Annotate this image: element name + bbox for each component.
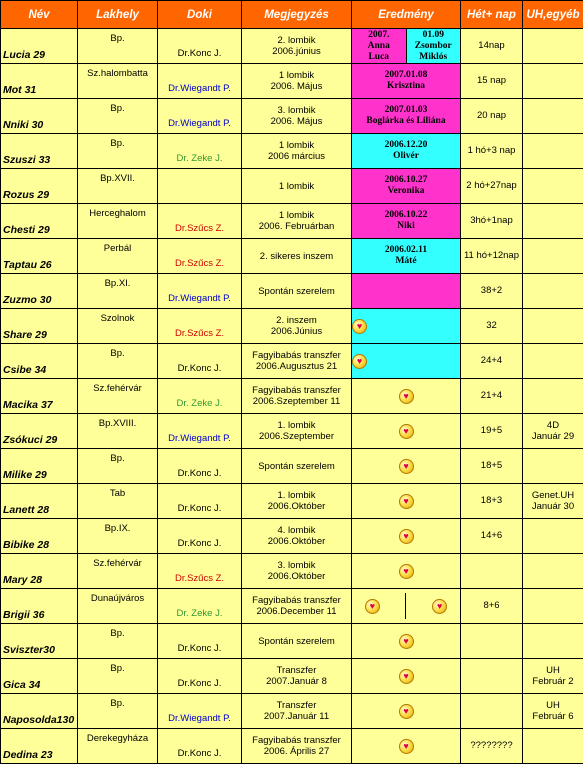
heart-smiley-icon — [399, 669, 414, 684]
line-text: Olivér — [352, 151, 460, 162]
cell-result — [352, 589, 461, 624]
cell-weeks: 18+5 — [461, 449, 523, 484]
cell-doctor: Dr.Konc J. — [158, 624, 242, 659]
header-name: Név — [1, 1, 78, 29]
cell-result — [352, 484, 461, 519]
note-line: Fagyibabás transzfer — [242, 350, 351, 361]
cell-note — [242, 344, 352, 379]
cell-note — [242, 99, 352, 134]
cell-name: Taptau 26 — [1, 239, 78, 274]
cell-doctor — [158, 169, 242, 204]
note-line: 3. lombik — [242, 105, 351, 116]
table-row — [1, 274, 583, 309]
cell-city: Bp. — [78, 694, 158, 729]
cell-name: Macika 37 — [1, 379, 78, 414]
cell-city: Sz.fehérvár — [78, 554, 158, 589]
cell-extra — [523, 589, 583, 624]
cell-weeks: 38+2 — [461, 274, 523, 309]
note-line: 1 lombik — [242, 70, 351, 81]
note-line: 2006.Október — [242, 536, 351, 547]
table-row — [1, 239, 583, 274]
cell-weeks — [461, 659, 523, 694]
cell-doctor: Dr.Konc J. — [158, 29, 242, 64]
cell-name: Chesti 29 — [1, 204, 78, 239]
heart-smiley-icon — [399, 739, 414, 754]
cell-doctor: Dr.Konc J. — [158, 344, 242, 379]
cell-extra — [523, 729, 583, 764]
cell-extra — [523, 134, 583, 169]
note-line: 2006 március — [242, 151, 351, 162]
note-line: Spontán szerelem — [242, 636, 351, 647]
cell-city: Bp. — [78, 344, 158, 379]
cell-extra — [523, 309, 583, 344]
cell-note — [242, 449, 352, 484]
cell-extra — [523, 624, 583, 659]
cell-name: Milike 29 — [1, 449, 78, 484]
cell-extra — [523, 169, 583, 204]
cell-city: Dunaújváros — [78, 589, 158, 624]
cell-note — [242, 624, 352, 659]
table-row — [1, 309, 583, 344]
cell-result — [352, 694, 461, 729]
note-line: 3. lombik — [242, 560, 351, 571]
cell-name: Rozus 29 — [1, 169, 78, 204]
line-text: 01.09 — [407, 30, 461, 41]
cell-note — [242, 274, 352, 309]
note-line: 2007.Január 11 — [242, 711, 351, 722]
heart-smiley-icon — [365, 599, 380, 614]
cell-note — [242, 589, 352, 624]
note-line: 2006.Június — [242, 326, 351, 337]
cell-name: Mary 28 — [1, 554, 78, 589]
cell-name: Zuzmo 30 — [1, 274, 78, 309]
line-text: 2006.10.22 — [352, 210, 460, 221]
cell-result — [352, 414, 461, 449]
cell-extra — [523, 64, 583, 99]
note-line: 2007.Január 8 — [242, 676, 351, 687]
cell-doctor: Dr. Zeke J. — [158, 589, 242, 624]
note-line: Transzfer — [242, 700, 351, 711]
cell-note — [242, 659, 352, 694]
line-text: 2006.02.11 — [352, 245, 460, 256]
line-text: 2007.01.08 — [352, 70, 460, 81]
table-row — [1, 344, 583, 379]
table-row — [1, 204, 583, 239]
cell-extra — [523, 344, 583, 379]
line-text: Genet.UH — [523, 490, 583, 501]
line-text: Miklós — [407, 52, 461, 63]
cell-doctor: Dr.Konc J. — [158, 729, 242, 764]
cell-result — [352, 659, 461, 694]
note-line: 2006.Szeptember — [242, 431, 351, 442]
cell-name: Brigii 36 — [1, 589, 78, 624]
result-right — [406, 29, 461, 63]
cell-name: Gica 34 — [1, 659, 78, 694]
line-text: Luca — [352, 52, 406, 63]
table-row — [1, 659, 583, 694]
cell-city: Sz.fehérvár — [78, 379, 158, 414]
line-text: Niki — [352, 221, 460, 232]
cell-doctor: Dr.Szűcs Z. — [158, 204, 242, 239]
note-line: 2006.június — [242, 46, 351, 57]
cell-name: Bibike 28 — [1, 519, 78, 554]
cell-result — [352, 309, 461, 344]
note-line: Fagyibabás transzfer — [242, 735, 351, 746]
heart-smiley-icon — [352, 354, 367, 369]
line-text: 2006.12.20 — [352, 140, 460, 151]
cell-extra — [523, 29, 583, 64]
heart-smiley-icon — [399, 704, 414, 719]
cell-note — [242, 204, 352, 239]
table-row — [1, 554, 583, 589]
result-left — [352, 29, 406, 63]
cell-city: Bp.XI. — [78, 274, 158, 309]
header-extra: UH,egyéb — [523, 1, 583, 29]
table-row — [1, 449, 583, 484]
table-row — [1, 484, 583, 519]
cell-extra — [523, 204, 583, 239]
line-text: Január 30 — [523, 501, 583, 512]
note-line: 2006. Április 27 — [242, 746, 351, 757]
cell-doctor: Dr. Zeke J. — [158, 134, 242, 169]
cell-result — [352, 64, 461, 99]
table-row — [1, 414, 583, 449]
note-line: 2006. Februárban — [242, 221, 351, 232]
line-text: Krisztina — [352, 81, 460, 92]
note-line: 2006. Május — [242, 81, 351, 92]
note-line: Transzfer — [242, 665, 351, 676]
cell-doctor: Dr.Konc J. — [158, 519, 242, 554]
table-row — [1, 99, 583, 134]
cell-city: Derekegyháza — [78, 729, 158, 764]
table-row — [1, 589, 583, 624]
cell-extra — [523, 449, 583, 484]
note-line: 2006.Szeptember 11 — [242, 396, 351, 407]
heart-smiley-icon — [399, 424, 414, 439]
cell-doctor: Dr.Wiegandt P. — [158, 694, 242, 729]
cell-result — [352, 519, 461, 554]
cell-extra — [523, 659, 583, 694]
table-row — [1, 134, 583, 169]
cell-weeks: 2 hó+27nap — [461, 169, 523, 204]
cell-city: Tab — [78, 484, 158, 519]
table-row — [1, 169, 583, 204]
cell-note — [242, 379, 352, 414]
cell-name: Share 29 — [1, 309, 78, 344]
cell-doctor: Dr.Szűcs Z. — [158, 309, 242, 344]
cell-result — [352, 134, 461, 169]
note-line: 1 lombik — [242, 140, 351, 151]
note-line: 2006.December 11 — [242, 606, 351, 617]
cell-name: Nniki 30 — [1, 99, 78, 134]
cell-extra — [523, 519, 583, 554]
cell-city: Bp. — [78, 659, 158, 694]
heart-smiley-icon — [399, 389, 414, 404]
table-row — [1, 519, 583, 554]
line-text: Máté — [352, 256, 460, 267]
table-body — [1, 29, 583, 764]
cell-city: Herceghalom — [78, 204, 158, 239]
cell-doctor: Dr.Wiegandt P. — [158, 274, 242, 309]
cell-extra — [523, 274, 583, 309]
cell-city: Bp.XVIII. — [78, 414, 158, 449]
cell-city: Bp. — [78, 449, 158, 484]
cell-note — [242, 134, 352, 169]
cell-city: Perbál — [78, 239, 158, 274]
cell-doctor: Dr.Konc J. — [158, 659, 242, 694]
line-text: Január 29 — [523, 431, 583, 442]
cell-result — [352, 274, 461, 309]
header-weeks: Hét+ nap — [461, 1, 523, 29]
line-text: 2007.01.03 — [352, 105, 460, 116]
cell-extra — [523, 554, 583, 589]
note-line: 2. inszem — [242, 315, 351, 326]
line-text: Február 2 — [523, 676, 583, 687]
cell-city: Bp. — [78, 99, 158, 134]
line-text: UH — [523, 665, 583, 676]
line-text: Boglárka és Liliána — [352, 116, 460, 127]
cell-doctor: Dr.Konc J. — [158, 484, 242, 519]
header-result: Eredmény — [352, 1, 461, 29]
cell-result — [352, 554, 461, 589]
cell-note — [242, 64, 352, 99]
line-text: Zsombor — [407, 41, 461, 52]
cell-doctor: Dr.Szűcs Z. — [158, 239, 242, 274]
cell-note — [242, 309, 352, 344]
table-row — [1, 29, 583, 64]
cell-doctor: Dr.Wiegandt P. — [158, 414, 242, 449]
cell-weeks: 1 hó+3 nap — [461, 134, 523, 169]
cell-note — [242, 554, 352, 589]
cell-weeks: 19+5 — [461, 414, 523, 449]
header-doctor: Doki — [158, 1, 242, 29]
cell-extra — [523, 239, 583, 274]
line-text: 2007. — [352, 30, 406, 41]
cell-city: Szolnok — [78, 309, 158, 344]
cell-doctor: Dr.Konc J. — [158, 449, 242, 484]
cell-name: Dedina 23 — [1, 729, 78, 764]
note-line: Spontán szerelem — [242, 461, 351, 472]
cell-note — [242, 519, 352, 554]
line-text: Veronika — [352, 186, 460, 197]
cell-result — [352, 204, 461, 239]
cell-note — [242, 484, 352, 519]
cell-name: Zsókuci 29 — [1, 414, 78, 449]
note-line: 2006.Október — [242, 501, 351, 512]
note-line: 2006.Október — [242, 571, 351, 582]
cell-weeks — [461, 624, 523, 659]
header-city: Lakhely — [78, 1, 158, 29]
note-line: 2006. Május — [242, 116, 351, 127]
line-text: 4D — [523, 420, 583, 431]
cell-weeks — [461, 554, 523, 589]
cell-note — [242, 239, 352, 274]
note-line: 2. sikeres inszem — [242, 251, 351, 262]
cell-name: Szuszi 33 — [1, 134, 78, 169]
cell-weeks: 3hó+1nap — [461, 204, 523, 239]
cell-weeks: 20 nap — [461, 99, 523, 134]
cell-weeks: 8+6 — [461, 589, 523, 624]
line-text: Anna — [352, 41, 406, 52]
heart-smiley-icon — [432, 599, 447, 614]
cell-result — [352, 449, 461, 484]
cell-result — [352, 29, 461, 64]
cell-weeks: 32 — [461, 309, 523, 344]
header-note: Megjegyzés — [242, 1, 352, 29]
cell-weeks: 18+3 — [461, 484, 523, 519]
note-line: 1. lombik — [242, 490, 351, 501]
table-row — [1, 624, 583, 659]
cell-extra — [523, 414, 583, 449]
note-line: 1 lombik — [242, 181, 351, 192]
note-line: 1. lombik — [242, 420, 351, 431]
note-line: Fagyibabás transzfer — [242, 595, 351, 606]
cell-name: Csibe 34 — [1, 344, 78, 379]
cell-name: Naposolda130 — [1, 694, 78, 729]
cell-weeks — [461, 694, 523, 729]
heart-smiley-icon — [399, 459, 414, 474]
divider — [405, 593, 406, 619]
cell-name: Mot 31 — [1, 64, 78, 99]
cell-doctor: Dr.Wiegandt P. — [158, 64, 242, 99]
cell-weeks: 21+4 — [461, 379, 523, 414]
note-line: Fagyibabás transzfer — [242, 385, 351, 396]
cell-city: Sz.halombatta — [78, 64, 158, 99]
cell-note — [242, 29, 352, 64]
cell-result — [352, 624, 461, 659]
cell-city: Bp. — [78, 134, 158, 169]
cell-result — [352, 239, 461, 274]
cell-note — [242, 729, 352, 764]
cell-city: Bp. — [78, 29, 158, 64]
heart-smiley-icon — [399, 529, 414, 544]
line-text: Február 6 — [523, 711, 583, 722]
cell-note — [242, 414, 352, 449]
cell-weeks: 24+4 — [461, 344, 523, 379]
cell-weeks: 14nap — [461, 29, 523, 64]
table-row — [1, 379, 583, 414]
cell-note — [242, 694, 352, 729]
cell-doctor: Dr. Zeke J. — [158, 379, 242, 414]
cell-note — [242, 169, 352, 204]
cell-doctor: Dr.Wiegandt P. — [158, 99, 242, 134]
cell-extra — [523, 484, 583, 519]
cell-result — [352, 169, 461, 204]
table-row — [1, 64, 583, 99]
cell-result — [352, 729, 461, 764]
cell-weeks: 14+6 — [461, 519, 523, 554]
cell-extra — [523, 379, 583, 414]
cell-name: Lucia 29 — [1, 29, 78, 64]
note-line: 4. lombik — [242, 525, 351, 536]
cell-doctor: Dr.Szűcs Z. — [158, 554, 242, 589]
cell-city: Bp.XVII. — [78, 169, 158, 204]
heart-smiley-icon — [399, 494, 414, 509]
cell-result — [352, 99, 461, 134]
table-row — [1, 694, 583, 729]
heart-smiley-icon — [399, 564, 414, 579]
header-row — [1, 1, 583, 29]
line-text: 2006.10.27 — [352, 175, 460, 186]
cell-city: Bp.IX. — [78, 519, 158, 554]
cell-weeks: 15 nap — [461, 64, 523, 99]
cell-extra — [523, 99, 583, 134]
cell-weeks: 11 hó+12nap — [461, 239, 523, 274]
note-line: 1 lombik — [242, 210, 351, 221]
heart-smiley-icon — [399, 634, 414, 649]
cell-result — [352, 379, 461, 414]
table-row — [1, 729, 583, 764]
note-line: 2. lombik — [242, 35, 351, 46]
cell-city: Bp. — [78, 624, 158, 659]
note-line: Spontán szerelem — [242, 286, 351, 297]
cell-result — [352, 344, 461, 379]
cell-name: Sviszter30 — [1, 624, 78, 659]
heart-smiley-icon — [352, 319, 367, 334]
cell-extra — [523, 694, 583, 729]
note-line: 2006.Augusztus 21 — [242, 361, 351, 372]
cell-name: Lanett 28 — [1, 484, 78, 519]
cell-weeks: ???????? — [461, 729, 523, 764]
line-text: UH — [523, 700, 583, 711]
